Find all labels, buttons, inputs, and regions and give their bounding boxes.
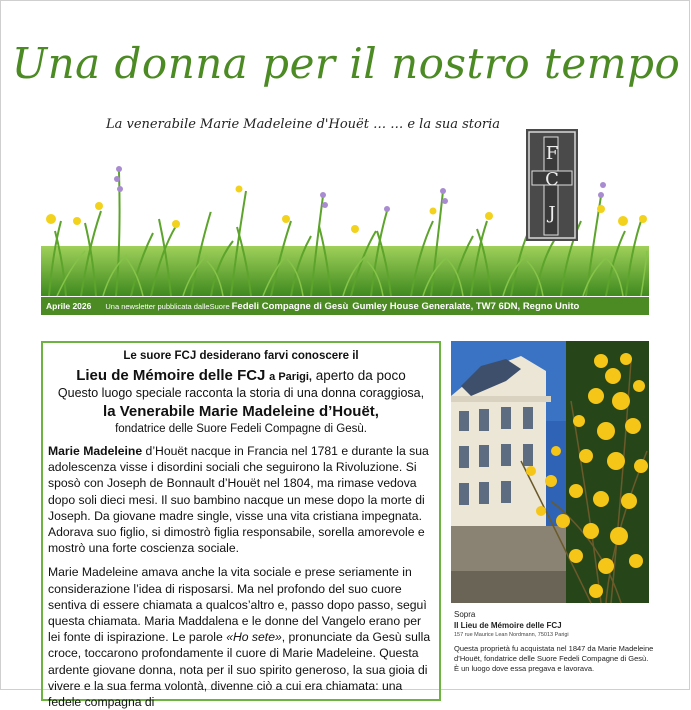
paragraph-1-text: d’Houët nacque in Francia nel 1781 e durante la sua adolescenza visse i disordini sociali che seguirono la Rivoluzione. Si sposò con Joseph de Bonnault d’Houët nel 1804, ma rimase vedova dopo soli dieci mesi. Il suo bambino nacque un mese dopo la morte di Joseph. Da giovane madre single, visse una vita cristiana impegnata. Adorava suo figlio, si dimostrò figlia responsabile, sorella amorevole e mostrò una forte coscienza sociale.	[48, 444, 429, 556]
building-photo	[451, 341, 649, 603]
banner-text-publisher: Una newsletter pubblicata dalleSuore	[105, 301, 230, 311]
fcj-logo	[526, 129, 578, 241]
caption-text: Questa proprietà fu acquistata nel 1847 da Marie Madeleine d’Houët, fondatrice delle Suore Fedeli Compagne di Gesù. È un luogo dove essa pregava e lavorava.	[454, 644, 654, 673]
caption-title: Il Lieu de Mémoire delle FCJ	[454, 621, 562, 630]
intro-line-2	[43, 367, 439, 384]
banner-text-address: Gumley House Generalate, TW7 6DN, Regno Unito	[352, 300, 580, 312]
logo-letter-c: C	[545, 169, 559, 190]
newsletter-title: Una donna per il nostro tempo	[11, 39, 681, 88]
main-article-box	[41, 341, 441, 710]
article-paragraph-2	[43, 564, 439, 710]
lieu-status: aperto da poco	[315, 368, 406, 383]
lieu-city: a Parigi,	[269, 371, 312, 383]
logo-letter-j: J	[548, 203, 556, 224]
intro-line-3: Questo luogo speciale racconta la storia di una donna coraggiosa,	[57, 386, 425, 400]
caption-label: Sopra	[454, 610, 476, 619]
photo-caption	[454, 610, 654, 674]
newsletter-banner	[41, 297, 649, 315]
paragraph-2-text-a: Marie Madeleine amava anche la vita sociale e prese seriamente in considerazione l’idea di risposarsi. Ma nel profondo del suo cuore sentiva di essere chiamata a qualcos’altro e, passo dopo passo, seguì questa chiamata. Maria Maddalena e le donne del Vangelo erano per lei fonte di ispirazione. Le parole	[48, 565, 427, 645]
intro-line-4: la Venerabile Marie Madeleine d’Houët,	[103, 403, 379, 420]
intro-line-1: Le suore FCJ desiderano farvi conoscere il	[123, 350, 359, 362]
article-intro	[43, 343, 439, 435]
banner-text-congregation: Fedeli Compagne di Gesù	[231, 300, 349, 312]
caption-address: 157 rue Maurice Lean Nordmann, 75013 Parigi	[454, 632, 569, 638]
paragraph-2-text-b: , pronunciate da Gesù sulla croce, toccarono profondamente il cuore di Marie Madeleine. Questa ardente giovane donna, nota per il suo spirito generoso, la sua gioia di vivere e la sua ferma volontà, divenne ciò a cui era chiamata: una fedele compagna di	[48, 630, 431, 710]
paragraph-1-name: Marie Madeleine	[48, 444, 143, 458]
newsletter-subtitle: La venerabile Marie Madeleine d'Houët … … e la sua storia	[106, 117, 500, 132]
article-paragraph-1	[43, 443, 439, 556]
intro-line-5: fondatrice delle Suore Fedeli Compagne di Gesù.	[115, 423, 367, 435]
lieu-name: Lieu de Mémoire delle FCJ	[76, 367, 266, 384]
issue-date: Aprile 2026	[46, 301, 92, 311]
logo-letter-f: F	[545, 143, 559, 164]
paragraph-2-quote: «Ho sete»	[226, 630, 282, 645]
